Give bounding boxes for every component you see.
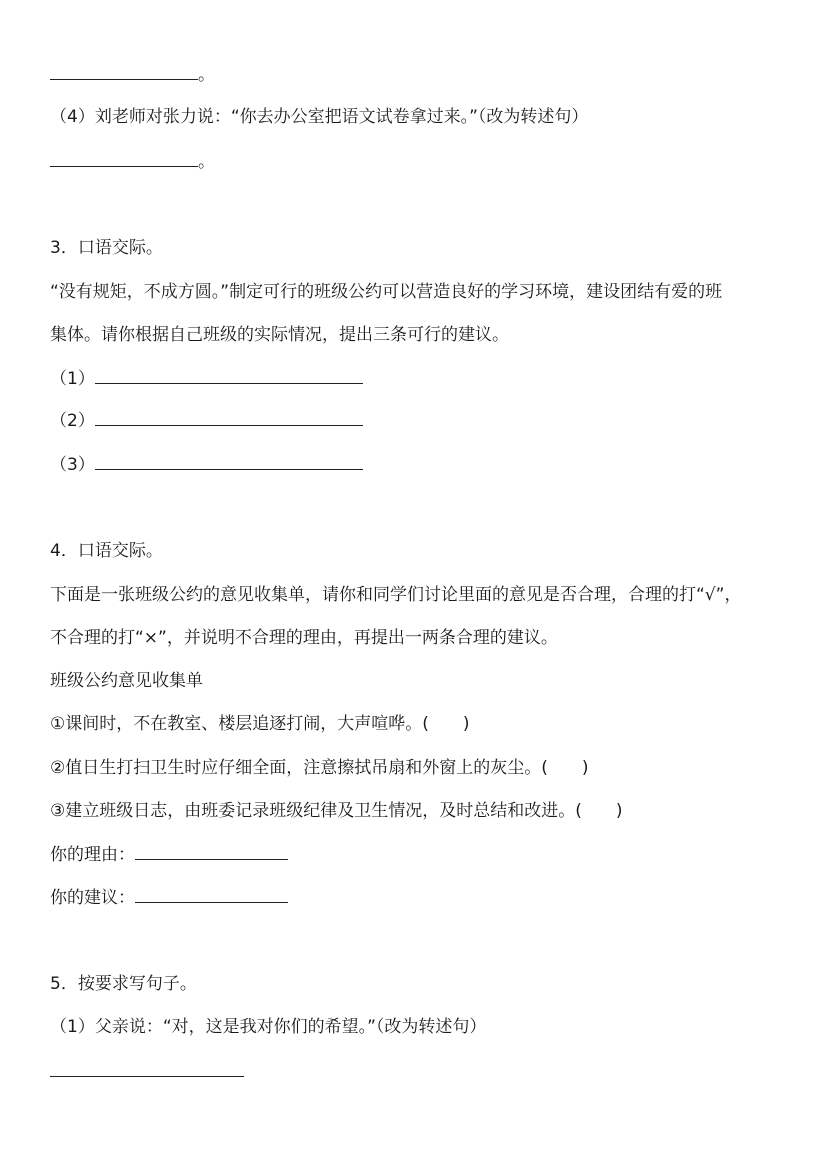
answer-line-q2-3	[50, 64, 215, 86]
answer-blank[interactable]	[95, 455, 363, 470]
q4-suggest-row	[50, 887, 288, 909]
period-mark: 。	[198, 65, 215, 85]
q4-opinion-2: ②值日生打扫卫生时应仔细全面，注意擦拭吊扇和外窗上的灰尘。( )	[50, 758, 589, 778]
q4-opinion-1: ①课间时，不在教室、楼层追逐打闹，大声喧哗。( )	[50, 714, 470, 734]
answer-line-q5-1	[50, 1061, 244, 1083]
item-number: （1）	[50, 369, 95, 389]
q4-title: 4．口语交际。	[50, 541, 163, 561]
q5-item-1: （1）父亲说：“对，这是我对你们的希望。”（改为转述句）	[50, 1017, 487, 1037]
period-mark: 。	[198, 152, 215, 172]
reason-blank[interactable]	[135, 845, 288, 860]
answer-blank[interactable]	[50, 1062, 244, 1077]
q4-paragraph-line-1: 下面是一张班级公约的意见收集单，请你和同学们讨论里面的意见是否合理，合理的打“√”，	[50, 585, 742, 605]
reason-label: 你的理由：	[50, 845, 135, 865]
q5-title: 5．按要求写句子。	[50, 974, 197, 994]
suggest-label: 你的建议：	[50, 888, 135, 908]
q4-opinion-3: ③建立班级日志，由班委记录班级纪律及卫生情况，及时总结和改进。( )	[50, 801, 623, 821]
answer-blank[interactable]	[95, 369, 363, 384]
answer-line-q2-4	[50, 151, 215, 173]
q3-item-2	[50, 410, 363, 432]
q4-subtitle: 班级公约意见收集单	[50, 671, 203, 691]
q3-paragraph-line-1: “没有规矩，不成方圆。”制定可行的班级公约可以营造良好的学习环境，建设团结有爱的班	[50, 282, 723, 302]
answer-blank[interactable]	[50, 65, 198, 80]
q4-reason-row	[50, 844, 288, 866]
q3-paragraph-line-2: 集体。请你根据自己班级的实际情况，提出三条可行的建议。	[50, 325, 509, 345]
q2-item-4: （4）刘老师对张力说：“你去办公室把语文试卷拿过来。”（改为转述句）	[50, 107, 589, 127]
q3-item-3	[50, 454, 363, 476]
answer-blank[interactable]	[50, 152, 198, 167]
item-number: （3）	[50, 455, 95, 475]
answer-blank[interactable]	[95, 411, 363, 426]
q3-title: 3．口语交际。	[50, 238, 163, 258]
q3-item-1	[50, 368, 363, 390]
q4-paragraph-line-2: 不合理的打“×”，并说明不合理的理由，再提出一两条合理的建议。	[50, 628, 558, 648]
suggest-blank[interactable]	[135, 888, 288, 903]
item-number: （2）	[50, 411, 95, 431]
